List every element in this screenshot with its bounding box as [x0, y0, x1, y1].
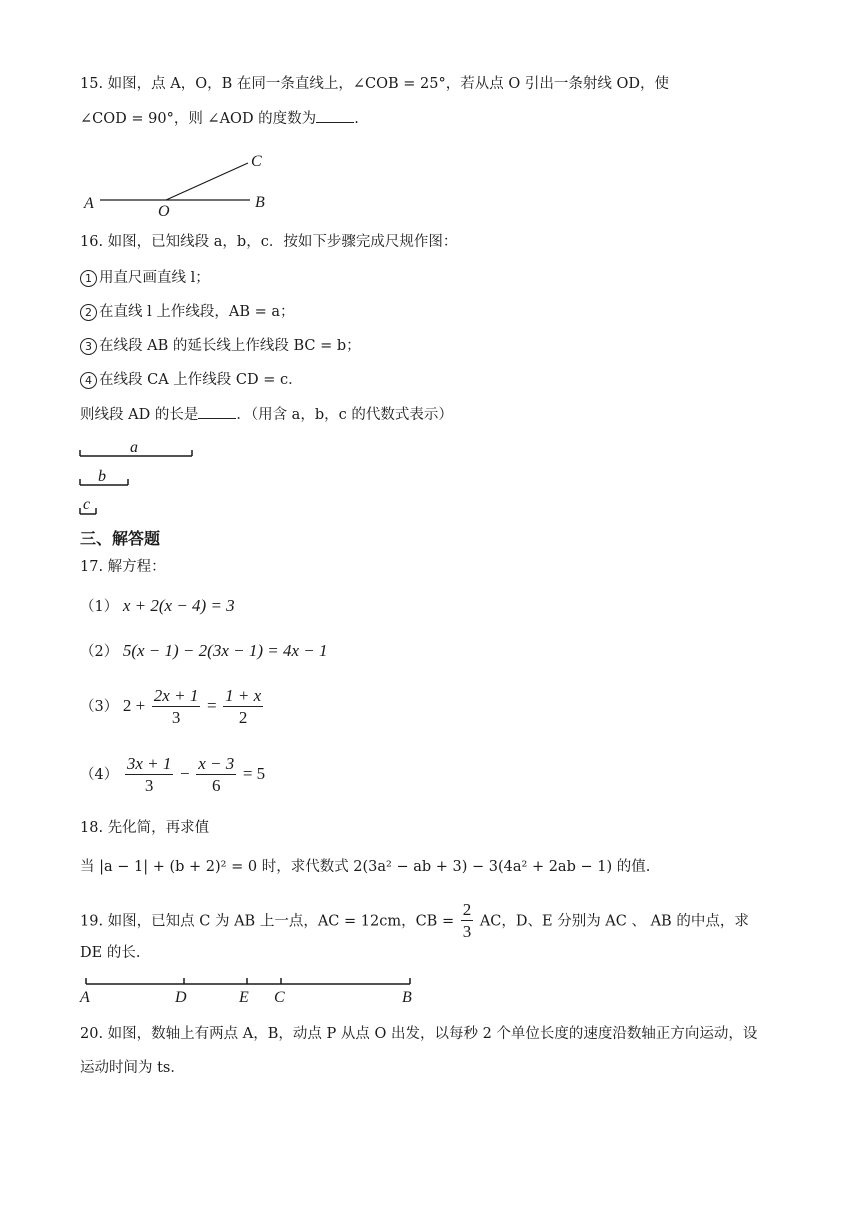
numerator: x − 3	[198, 753, 235, 773]
q16-step-1	[80, 268, 210, 288]
tail-term: = 5	[242, 764, 266, 783]
step-number: 1	[80, 270, 97, 287]
q17-item-3	[80, 684, 265, 729]
fraction	[461, 900, 474, 943]
label-B: B	[255, 194, 265, 211]
item-label: （3）	[80, 699, 119, 715]
item-label: （4）	[80, 767, 119, 783]
numerator: 3x + 1	[126, 753, 172, 773]
equation: 5(x − 1) − 2(3x − 1) = 4x − 1	[122, 641, 328, 660]
fraction	[223, 686, 263, 729]
equation: x + 2(x − 4) = 3	[122, 596, 235, 615]
q16-step-3	[80, 336, 361, 356]
q17-item-2	[80, 641, 327, 662]
step-number: 4	[80, 372, 97, 389]
q16-question-text: 则线段 AD 的长是	[80, 407, 199, 423]
numerator: 2	[462, 900, 472, 919]
q16-intro: 16. 如图，已知线段 a，b，c．按如下步骤完成尺规作图：	[80, 234, 458, 250]
fraction	[152, 686, 201, 729]
label-D: D	[175, 989, 187, 1006]
q19-line1	[80, 900, 749, 943]
label-c: c	[83, 496, 91, 513]
operator: −	[179, 764, 190, 783]
numerator: 1 + x	[225, 685, 262, 705]
fraction	[196, 754, 236, 797]
q16-segments	[76, 436, 216, 522]
q16-step-2	[80, 302, 295, 322]
label-C: C	[274, 989, 285, 1006]
step-text: 在线段 CA 上作线段 CD = c．	[99, 372, 303, 388]
section-title: 三、解答题	[80, 529, 161, 548]
q18-intro: 18. 先化简，再求值	[80, 820, 210, 836]
step-number: 2	[80, 304, 97, 321]
step-text: 在线段 AB 的延长线上作线段 BC = b；	[99, 338, 361, 354]
q20-line1: 20. 如图，数轴上有两点 A，B，动点 P 从点 O 出发，以每秒 2 个单位长度的速度沿数轴正方向运动，设	[80, 1026, 758, 1042]
fraction	[125, 754, 174, 797]
step-text: 在直线 l 上作线段，AB = a；	[99, 304, 295, 320]
label-a: a	[130, 439, 138, 456]
label-b: b	[98, 468, 106, 485]
q17-item-4	[80, 752, 265, 797]
answer-blank	[316, 108, 354, 123]
q19-text-b: AC，D、E 分别为 AC 、 AB 的中点，求	[479, 913, 749, 930]
label-E: E	[239, 989, 249, 1006]
denominator: 3	[144, 775, 154, 795]
step-text: 用直尺画直线 l；	[99, 270, 210, 286]
label-A: A	[80, 989, 90, 1006]
operator: =	[206, 696, 217, 715]
label-B: B	[402, 989, 412, 1006]
q20-line2: 运动时间为 ts．	[80, 1060, 185, 1076]
answer-blank	[198, 404, 236, 419]
q15-line1: 15. 如图，点 A，O，B 在同一条直线上，∠COB = 25°，若从点 O 引出一条射线 OD，使	[80, 76, 669, 92]
q15-line2	[80, 108, 359, 129]
q19-figure	[76, 974, 426, 1010]
item-label: （1）	[80, 599, 119, 615]
label-O: O	[158, 203, 170, 220]
ray-OC	[166, 163, 248, 200]
q17-item-1	[80, 596, 235, 617]
step-number: 3	[80, 338, 97, 355]
q15-figure	[80, 148, 280, 220]
q19-line2: DE 的长.	[80, 945, 141, 961]
q15-line2-text: ∠COD = 90°，则 ∠AOD 的度数为	[80, 111, 317, 127]
q16-question-end: ．（用含 a，b，c 的代数式表示）	[236, 407, 453, 423]
q16-question	[80, 404, 453, 425]
denominator: 3	[171, 707, 181, 727]
q17-intro: 17. 解方程：	[80, 559, 166, 575]
denominator: 3	[462, 922, 472, 941]
lead-term: 2 +	[122, 696, 146, 715]
q16-step-4	[80, 370, 303, 390]
label-A: A	[84, 195, 94, 212]
numerator: 2x + 1	[153, 685, 199, 705]
label-C: C	[251, 153, 262, 170]
denominator: 2	[238, 707, 248, 727]
item-label: （2）	[80, 644, 119, 660]
q19-text-a: 19. 如图，已知点 C 为 AB 上一点，AC = 12cm，CB =	[80, 913, 455, 930]
q15-line2-end: .	[354, 111, 359, 127]
denominator: 6	[211, 775, 221, 795]
q18-line: 当 |a − 1| + (b + 2)² = 0 时，求代数式 2(3a² − ab + 3) − 3(4a² + 2ab − 1) 的值.	[80, 859, 651, 875]
